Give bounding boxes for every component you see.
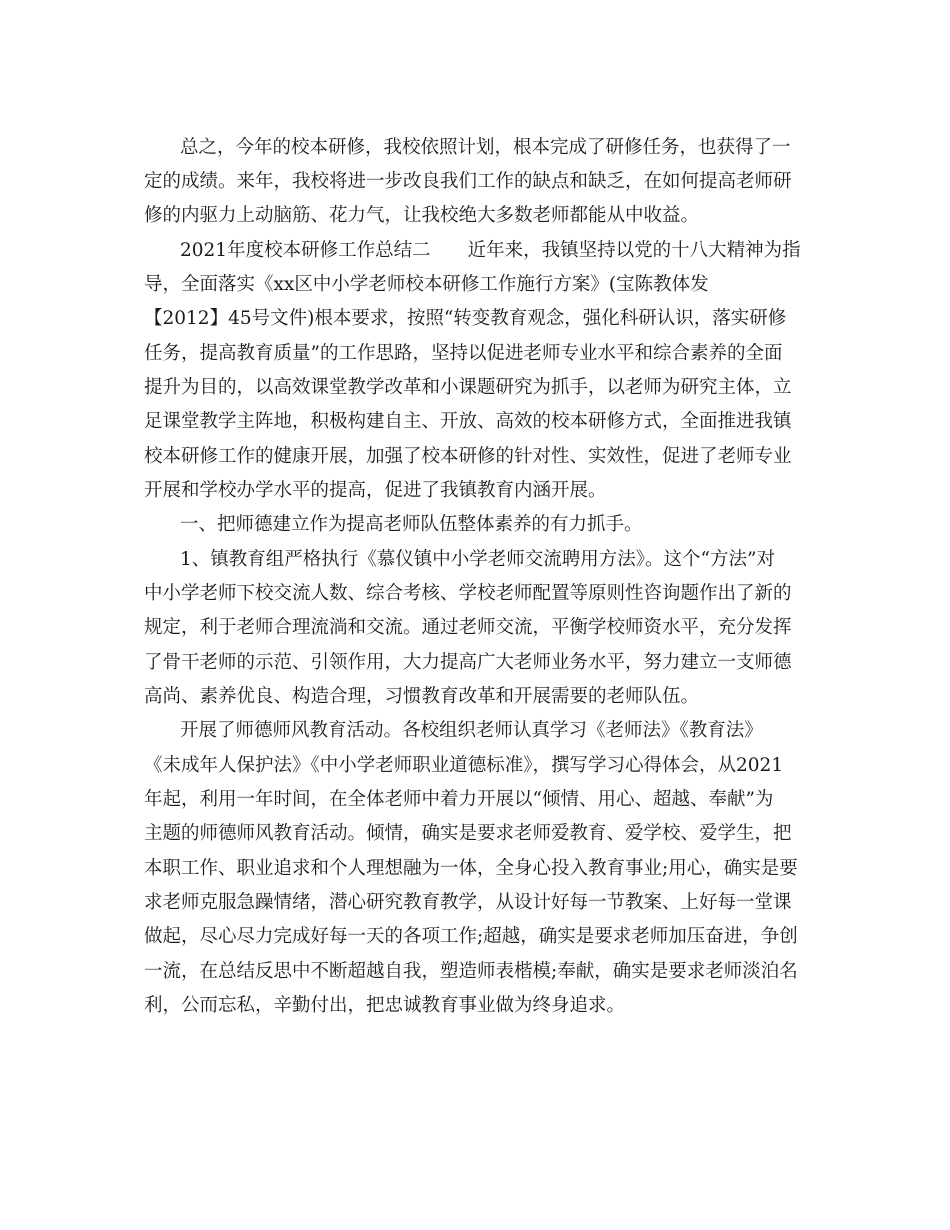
text-line: 求老师克服急躁情绪，潜心研究教育教学，从设计好每一节教案、上好每一堂课 <box>144 892 792 913</box>
text-line: 1、镇教育组严格执行《慕仪镇中小学老师交流聘用方法》。这个“方法”对 <box>180 549 775 570</box>
text-line: 任务，提高教育质量”的工作思路，坚持以促进老师专业水平和综合素养的全面 <box>144 343 783 364</box>
text-line: 导，全面落实《xx区中小学老师校本研修工作施行方案》(宝陈教体发 <box>144 274 709 295</box>
text-line: 足课堂教学主阵地，积极构建自主、开放、高效的校本研修方式，全面推进我镇 <box>144 411 792 432</box>
text-line: 提升为目的，以高效课堂教学改革和小课题研究为抓手，以老师为研究主体，立 <box>144 377 792 398</box>
text-line: 《未成年人保护法》《中小学老师职业道德标准》，撰写学习心得体会，从2021 <box>144 755 784 776</box>
text-line: 【2012】45号文件)根本要求，按照“转变教育观念，强化科研认识，落实研修 <box>144 308 787 329</box>
text-line: 2021年度校本研修工作总结二 近年来，我镇坚持以党的十八大精神为指 <box>180 240 801 261</box>
text-line: 开展和学校办学水平的提高，促进了我镇教育内涵开展。 <box>144 480 607 501</box>
text-line: 年起，利用一年时间，在全体老师中着力开展以“倾情、用心、超越、奉献”为 <box>144 789 774 810</box>
text-line: 了骨干老师的示范、引领作用，大力提高广大老师业务水平，努力建立一支师德 <box>144 652 792 673</box>
text-line: 修的内驱力上动脑筋、花力气，让我校绝大多数老师都能从中收益。 <box>144 205 700 226</box>
text-line: 开展了师德师风教育活动。各校组织老师认真学习《老师法》《教育法》 <box>180 720 763 741</box>
text-line: 中小学老师下校交流人数、综合考核、学校老师配置等原则性咨询题作出了新的 <box>144 583 792 604</box>
text-line: 本职工作、职业追求和个人理想融为一体，全身心投入教育事业;用心，确实是要 <box>144 858 798 879</box>
text-line: 利，公而忘私，辛勤付出，把忠诚教育事业做为终身追求。 <box>144 995 626 1016</box>
text-line: 做起，尽心尽力完成好每一天的各项工作;超越，确实是要求老师加压奋进，争创 <box>144 926 798 947</box>
text-line: 定的成绩。来年，我校将进一步改良我们工作的缺点和缺乏，在如何提高老师研 <box>144 171 792 192</box>
text-line: 校本研修工作的健康开展，加强了校本研修的针对性、实效性，促进了老师专业 <box>144 446 792 467</box>
text-line: 总之，今年的校本研修，我校依照计划，根本完成了研修任务，也获得了一 <box>180 137 791 158</box>
text-line: 规定，利于老师合理流淌和交流。通过老师交流，平衡学校师资水平，充分发挥 <box>144 617 792 638</box>
text-line: 主题的师德师风教育活动。倾情，确实是要求老师爱教育、爱学校、爱学生，把 <box>144 823 792 844</box>
text-line: 一流，在总结反思中不断超越自我，塑造师表楷模;奉献，确实是要求老师淡泊名 <box>144 961 798 982</box>
text-line: 一、把师德建立作为提高老师队伍整体素养的有力抓手。 <box>180 514 643 535</box>
text-line: 高尚、素养优良、构造合理，习惯教育改革和开展需要的老师队伍。 <box>144 686 700 707</box>
